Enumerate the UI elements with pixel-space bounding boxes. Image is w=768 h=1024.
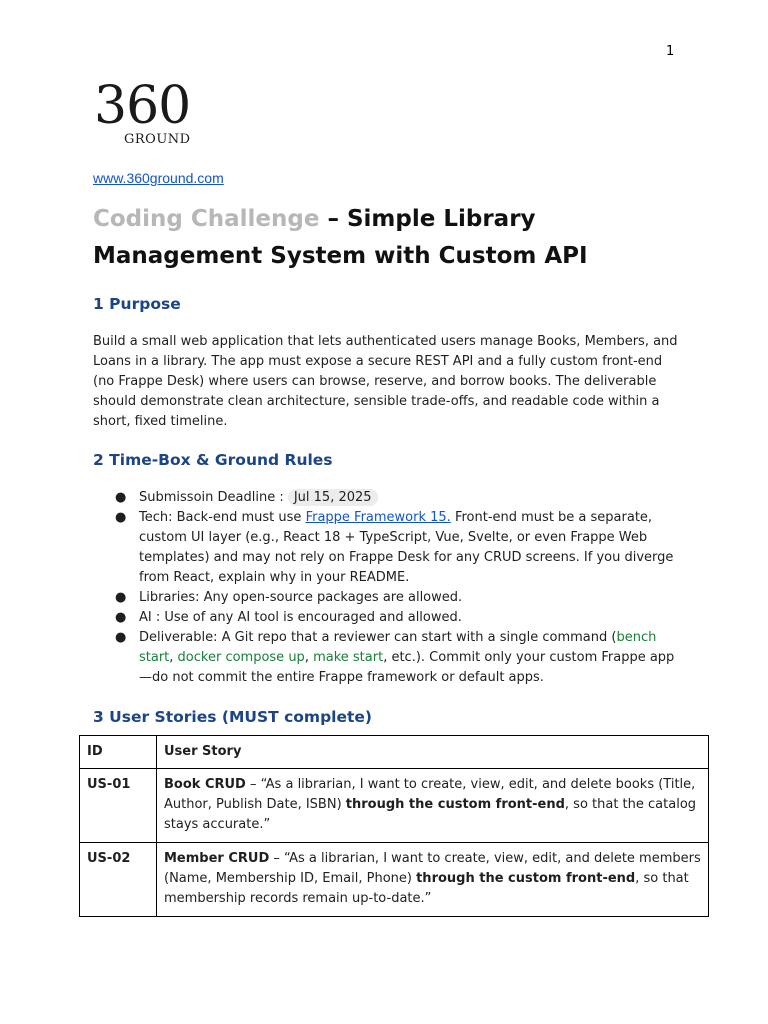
deadline-date-chip[interactable]: Jul 15, 2025 <box>288 489 378 506</box>
user-stories-table <box>79 735 709 917</box>
command-bench-start: bench start <box>139 630 657 665</box>
frappe-framework-link[interactable]: Frappe Framework 15. <box>305 510 451 525</box>
column-header-id: ID <box>80 736 157 769</box>
story-emphasis: through the custom front-end <box>345 797 565 812</box>
list-item-libraries <box>93 588 683 608</box>
bullet-icon: ● <box>115 510 127 525</box>
separator: , <box>304 650 314 665</box>
list-item-deadline <box>93 488 683 508</box>
deadline-label: Submissoin Deadline : <box>139 490 288 505</box>
title-main: – Simple Library Management System with Custom API <box>93 206 588 269</box>
column-header-user-story: User Story <box>157 736 709 769</box>
table-row <box>80 843 709 917</box>
company-logo <box>94 76 208 150</box>
story-lead: Member CRUD <box>164 851 270 866</box>
logo-number: 360 <box>94 76 191 136</box>
tech-prefix: Tech: Back-end must use <box>139 510 306 525</box>
story-text <box>157 843 709 917</box>
story-body: – “As a librarian, I want to create, view, edit, and delete books (Title, Author, Publish Date, ISBN) <box>164 777 696 812</box>
story-lead: Book CRUD <box>164 777 246 792</box>
bullet-icon: ● <box>115 590 127 605</box>
logo-wordmark: GROUND <box>124 132 191 147</box>
story-id: US-01 <box>80 769 157 843</box>
list-item-deliverable <box>93 628 683 688</box>
bullet-icon: ● <box>115 630 127 645</box>
ai-text: AI : Use of any AI tool is encouraged and allowed. <box>139 610 462 625</box>
story-tail: , so that the catalog stays accurate.” <box>164 797 697 832</box>
section-heading-timebox: 2 Time-Box & Ground Rules <box>93 451 333 469</box>
deliverable-rest: , etc.). Commit only your custom Frappe app—do not commit the entire Frappe framework or default apps. <box>139 650 675 685</box>
table-header-row <box>80 736 709 769</box>
separator: , <box>169 650 178 665</box>
command-make-start: make start <box>313 650 384 665</box>
table-row <box>80 769 709 843</box>
document-title <box>93 201 703 275</box>
bullet-icon: ● <box>115 490 127 505</box>
story-body: – “As a librarian, I want to create, view, edit, and delete members (Name, Membership ID, Email, Phone) <box>164 851 701 886</box>
story-emphasis: through the custom front-end <box>416 871 636 886</box>
story-tail: , so that membership records remain up-to-date.” <box>164 871 689 906</box>
ground-rules-list <box>93 488 683 688</box>
website-link[interactable]: www.360ground.com <box>93 170 224 186</box>
list-item-tech <box>93 508 683 588</box>
list-item-ai <box>93 608 683 628</box>
story-id: US-02 <box>80 843 157 917</box>
command-docker-compose: docker compose up <box>177 650 305 665</box>
deliverable-prefix: Deliverable: A Git repo that a reviewer can start with a single command ( <box>139 630 617 645</box>
title-prefix: Coding Challenge <box>93 206 320 232</box>
bullet-icon: ● <box>115 610 127 625</box>
purpose-paragraph: Build a small web application that lets authenticated users manage Books, Members, and Loans in a library. The app must expose a secure REST API and a fully custom front-end (no Frappe Desk) where users can browse, reserve, and borrow books. The deliverable should demonstrate clean architecture, sensible trade-offs, and readable code within a short, fixed timeline. <box>93 334 678 429</box>
tech-rest: Front-end must be a separate, custom UI layer (e.g., React 18 + TypeScript, Vue, Svelte, or even Frappe Web templates) and may not rely on Frappe Desk for any CRUD screens. If you diverge from React, explain why in your README. <box>139 510 674 585</box>
page-number: 1 <box>666 44 675 59</box>
section-heading-purpose: 1 Purpose <box>93 295 181 313</box>
section-heading-user-stories: 3 User Stories (MUST complete) <box>93 708 372 726</box>
story-text <box>157 769 709 843</box>
libraries-text: Libraries: Any open-source packages are allowed. <box>139 590 463 605</box>
